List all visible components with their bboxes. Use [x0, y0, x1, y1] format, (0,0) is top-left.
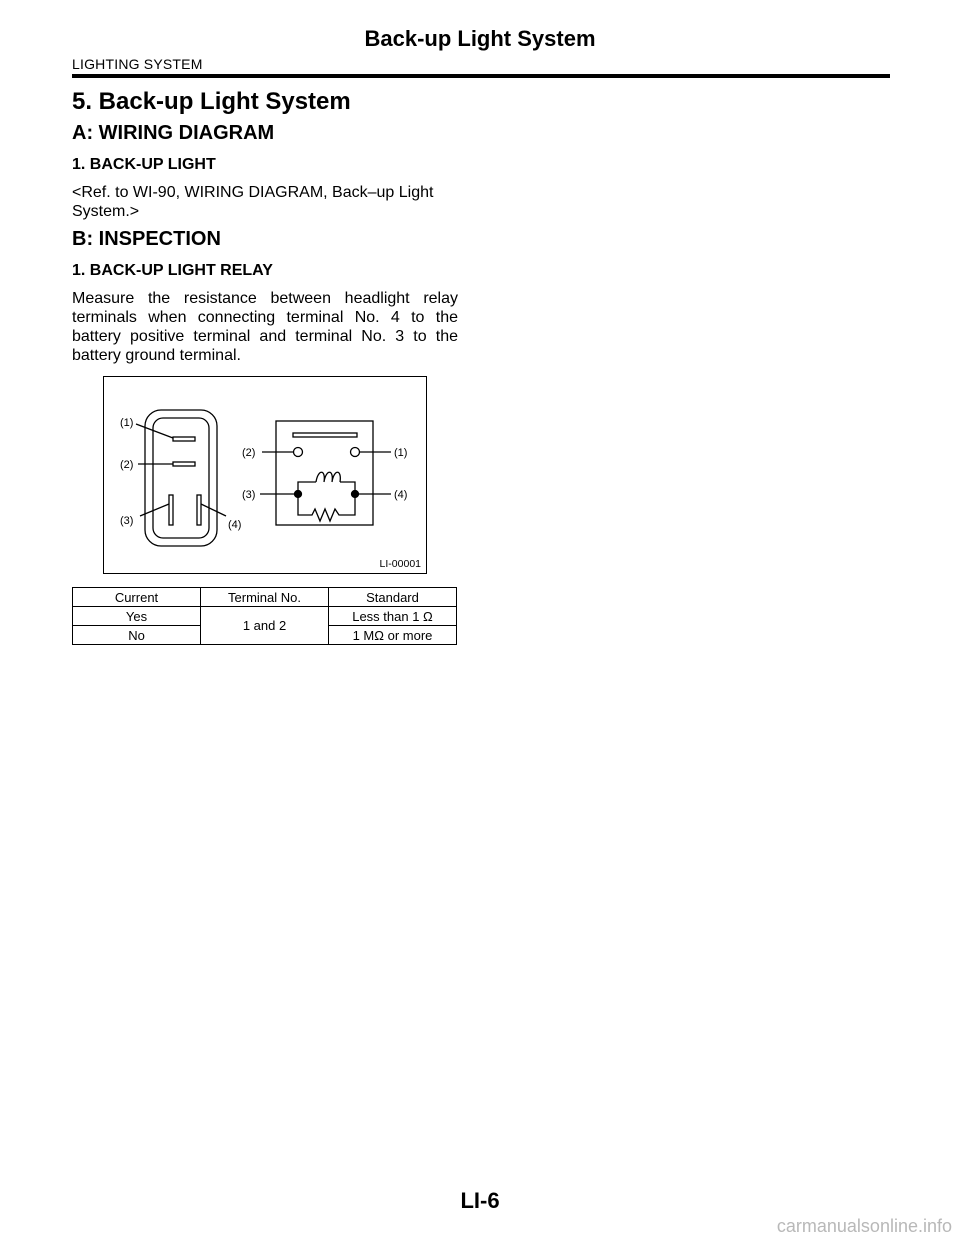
- page-number: LI-6: [460, 1188, 500, 1213]
- chapter-title: 5. Back-up Light System: [72, 88, 351, 115]
- relay-diagram-figure: [103, 376, 427, 574]
- connector-label-4: (4): [228, 519, 242, 531]
- table-header-row: [73, 588, 457, 607]
- section-a-item-1-heading: 1. BACK-UP LIGHT: [72, 156, 216, 173]
- connector-label-2: (2): [120, 459, 134, 471]
- table-header-cell: Standard: [329, 588, 457, 607]
- page-header-section: LIGHTING SYSTEM: [72, 56, 203, 72]
- table-header-cell: Current: [73, 588, 201, 607]
- circuit-label-1: (1): [394, 447, 408, 459]
- figure-id: LI-00001: [379, 558, 421, 570]
- circuit-label-3: (3): [242, 489, 256, 501]
- section-b-heading: B: INSPECTION: [72, 228, 221, 250]
- table-cell-terminal: 1 and 2: [201, 607, 329, 645]
- table-cell-current: No: [73, 626, 201, 645]
- connector-label-3: (3): [120, 515, 134, 527]
- section-a-heading: A: WIRING DIAGRAM: [72, 122, 275, 144]
- header-divider: [72, 74, 890, 78]
- circuit-label-2: (2): [242, 447, 256, 459]
- table-cell-standard: 1 MΩ or more: [329, 626, 457, 645]
- watermark-text: carmanualsonline.info: [776, 1216, 952, 1236]
- table-cell-current: Yes: [73, 607, 201, 626]
- inspection-instructions: Measure the resistance between headlight relay terminals when connecting terminal No. 4 to the battery positive terminal and terminal No. 3 to the battery ground terminal.: [72, 290, 458, 364]
- page-header-title: Back-up Light System: [364, 26, 596, 51]
- circuit-label-4: (4): [394, 489, 408, 501]
- table-cell-standard: Less than 1 Ω: [329, 607, 457, 626]
- connector-label-1: (1): [120, 417, 134, 429]
- wiring-diagram-reference: <Ref. to WI-90, WIRING DIAGRAM, Back–up Light System.>: [72, 184, 434, 220]
- section-b-item-1-heading: 1. BACK-UP LIGHT RELAY: [72, 262, 273, 279]
- table-header-cell: Terminal No.: [201, 588, 329, 607]
- table-row: [73, 607, 457, 626]
- resistance-spec-table: [72, 587, 457, 645]
